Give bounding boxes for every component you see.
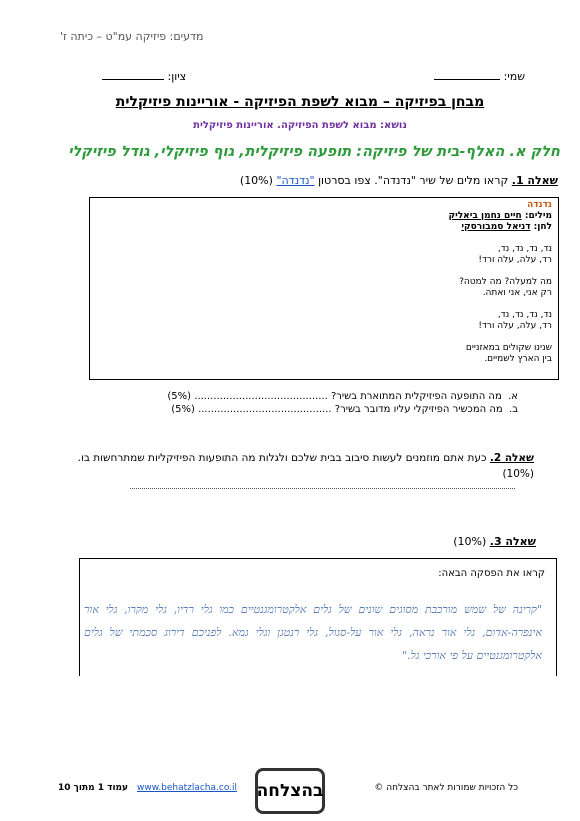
lyrics-credit: [448, 211, 552, 222]
music-prefix: לחן:: [533, 222, 552, 232]
exam-title: מבחן בפיזיקה – מבוא לשפת הפיזיקה - אוריינות פיזיקלית: [115, 94, 485, 110]
name-line[interactable]: [434, 68, 500, 80]
song-line: מה למעלה? מה למטה?: [459, 277, 552, 287]
grade-label: ציון:: [167, 70, 187, 83]
part-a-title: חלק א. האלף-בית של פיזיקה: תופעה פיזיקלית, גוף פיזיקלי, גודל פיזיקלי: [68, 144, 560, 160]
music-author: דניאל סמבורסקי: [461, 222, 531, 232]
passage-instruction: קראו את הפסקה הבאה:: [438, 568, 545, 579]
question-2-label: שאלה 2.: [489, 452, 534, 464]
grade-line[interactable]: [102, 68, 164, 80]
sub-question-b-points: (5%): [171, 404, 195, 415]
sub-question-a-text: מה התופעה הפיזיקלית המתוארת בשיר?: [330, 391, 502, 402]
music-credit: [448, 222, 552, 233]
question-1-points: (10%): [239, 174, 273, 187]
question-2-text: כעת אתם מוזמנים לעשות סיבוב בבית שלכם ולגלות מה התופעות הפיזיקליות שמתרחשות בו.: [77, 452, 487, 464]
lyrics-prefix: מילים:: [524, 211, 552, 221]
sub-question-b-letter: ב.: [509, 404, 518, 415]
song-line: שנינו שקולים במאזניים: [465, 343, 552, 353]
page-number: עמוד 1 מתוך 10: [58, 783, 129, 793]
song-line: בין הארץ לשמיים.: [484, 354, 552, 364]
answer-dots[interactable]: ..........................................: [194, 391, 328, 402]
answer-line[interactable]: [130, 488, 515, 489]
question-3-label: שאלה 3.: [489, 535, 536, 548]
song-video-link[interactable]: "נדנדה": [276, 174, 315, 187]
question-1: [240, 174, 558, 187]
song-line: נד, נד, נד, נד,: [497, 244, 552, 254]
sub-question-a-points: (5%): [167, 391, 192, 402]
song-line: רד, עלה, עלה ורד!: [478, 255, 552, 265]
song-line: רק אני, אני ואתה.: [482, 288, 552, 298]
question-3-points: (10%): [453, 535, 487, 548]
sub-question-b-text: מה המכשיר הפיזיקלי עליו מדובר בשיר?: [334, 404, 503, 415]
question-1-label: שאלה 1.: [511, 174, 558, 187]
subject-header: מדעים: פיזיקה עמ"ט – כיתה ז': [60, 30, 204, 43]
question-2: [44, 450, 534, 482]
question-3: [453, 535, 536, 548]
name-label: שמי:: [503, 70, 525, 83]
question-2-points: (10%): [502, 468, 534, 480]
grade-field[interactable]: [102, 68, 186, 83]
lyrics-author: חיים נחמן ביאליק: [448, 211, 522, 221]
song-lyrics: [448, 200, 552, 365]
copyright-text: כל הזכויות שמורות לאתר בהצלחה ©: [374, 783, 518, 793]
answer-dots[interactable]: ..........................................: [198, 404, 332, 415]
exam-topic: נושא: מבוא לשפת הפיזיקה. אוריינות פיזיקלית: [193, 120, 407, 131]
sub-question-b: [171, 404, 518, 415]
name-field[interactable]: [434, 68, 525, 83]
passage-text: "קרינה של שמש מורכבת מסוגים שונים של גלים אלקטרומגנטיים כמו גלי רדיו, גלי מקרו, גלי אור אינפרה-אדום, גלי אור נראה, גלי אור על-סגול, גלי רנטגן וגלי גמא. לפניכם דירוג סכמתי של גלים אלקטרומגנטיים על פי אורכי גל.": [84, 603, 542, 662]
behatzlacha-logo: [255, 768, 325, 814]
song-title: נדנדה: [527, 200, 552, 210]
sub-question-a: [167, 391, 518, 402]
song-line: נד, נד, נד, נד,: [497, 310, 552, 320]
question-1-text: קראו מלים של שיר "נדנדה". צפו בסרטון: [318, 174, 509, 187]
song-line: רד, עלה, עלה ורד!: [478, 321, 552, 331]
logo-text: בהצלחה: [256, 781, 324, 801]
website-link[interactable]: www.behatzlacha.co.il: [137, 783, 238, 793]
sub-question-a-letter: א.: [508, 391, 518, 402]
